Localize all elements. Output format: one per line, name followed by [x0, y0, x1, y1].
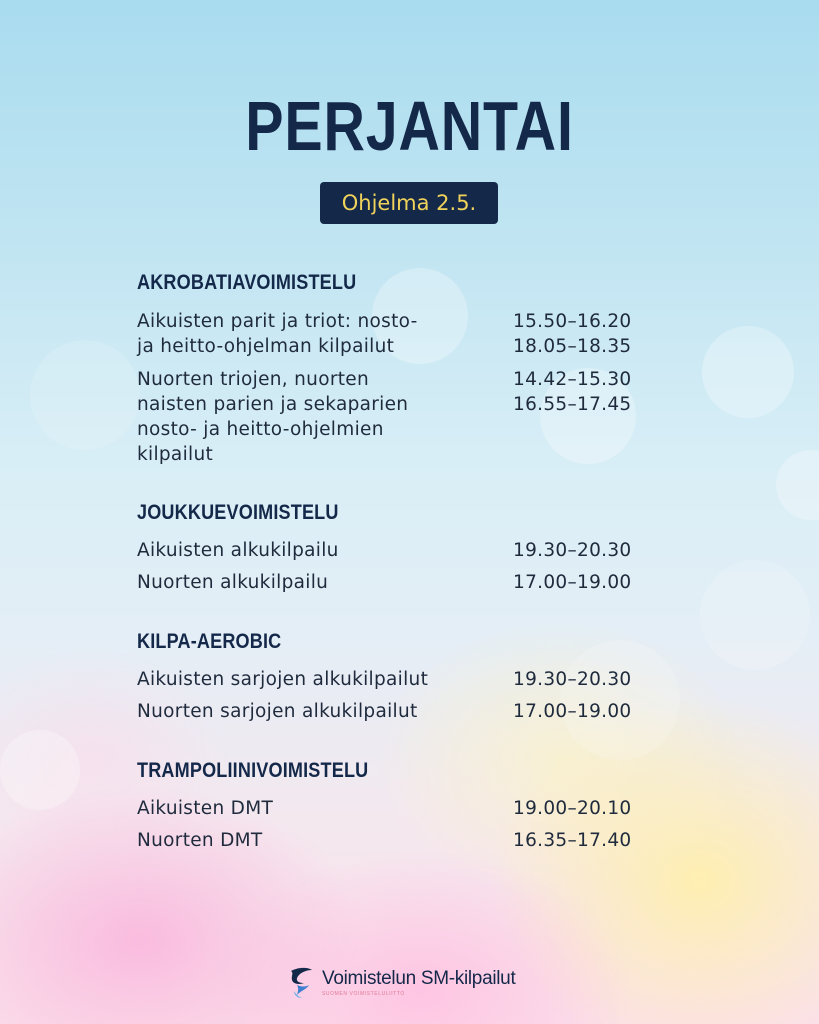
- bokeh-light: [0, 730, 80, 810]
- schedule-row: [137, 828, 697, 853]
- event-time: 16.35–17.40: [513, 830, 632, 851]
- bokeh-light: [30, 340, 140, 450]
- bokeh-light: [700, 560, 810, 670]
- gymnastics-ribbon-icon: [288, 965, 314, 999]
- schedule-row: [137, 699, 697, 724]
- schedule-row: [137, 796, 697, 821]
- section-heading-kilpa-aerobic: KILPA-AEROBIC: [137, 630, 282, 653]
- bokeh-light: [702, 326, 794, 418]
- footer-logo: [288, 962, 515, 1002]
- event-name: Nuorten sarjojen alkukilpailut: [137, 701, 418, 722]
- event-name: Aikuisten parit ja triot: nosto- ja heitto-ohjelman kilpailut: [137, 311, 418, 357]
- event-time: 15.50–16.20 18.05–18.35: [513, 311, 632, 357]
- event-time: 19.30–20.30: [513, 540, 632, 561]
- event-time: 14.42–15.30 16.55–17.45: [513, 369, 632, 415]
- section-heading-joukkuevoimistelu: JOUKKUEVOIMISTELU: [137, 501, 339, 524]
- event-name: Nuorten triojen, nuorten naisten parien ja sekaparien nosto- ja heitto-ohjelmien kilpailut: [137, 369, 409, 465]
- event-name: Nuorten DMT: [137, 830, 263, 851]
- section-heading-trampoliinivoimistelu: TRAMPOLIINIVOIMISTELU: [137, 759, 369, 782]
- event-name: Nuorten alkukilpailu: [137, 572, 329, 593]
- event-time: 17.00–19.00: [513, 572, 632, 593]
- footer-subtitle: SUOMEN VOIMISTELULIITTO: [322, 990, 405, 997]
- schedule-row: [137, 667, 697, 692]
- schedule-row: [137, 309, 697, 359]
- event-name: Aikuisten alkukilpailu: [137, 540, 339, 561]
- footer-title: Voimistelun SM-kilpailut: [322, 967, 516, 989]
- page-title: PERJANTAI: [245, 87, 574, 165]
- event-name: Aikuisten sarjojen alkukilpailut: [137, 669, 429, 690]
- bokeh-light: [776, 450, 819, 520]
- schedule-row: [137, 538, 697, 563]
- event-time: 19.30–20.30: [513, 669, 632, 690]
- event-name: Aikuisten DMT: [137, 798, 274, 819]
- schedule-row: [137, 367, 697, 467]
- schedule-row: [137, 570, 697, 595]
- event-time: 19.00–20.10: [513, 798, 632, 819]
- event-time: 17.00–19.00: [513, 701, 632, 722]
- program-date-badge: Ohjelma 2.5.: [320, 182, 498, 224]
- section-heading-akrobatiavoimistelu: AKROBATIAVOIMISTELU: [137, 271, 357, 294]
